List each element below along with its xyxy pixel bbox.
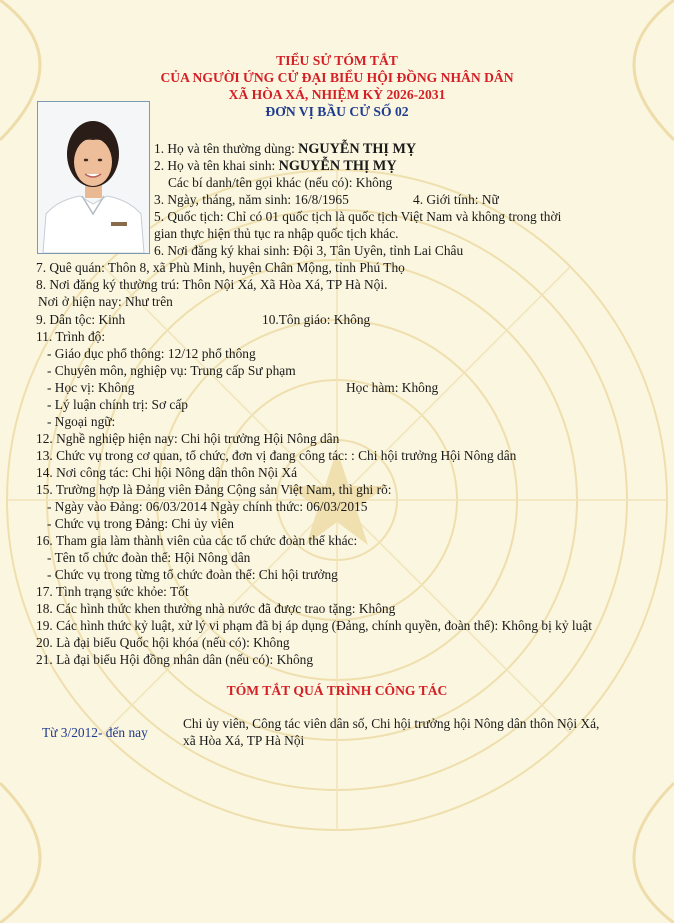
awards: 18. Các hình thức khen thưởng nhà nước đã được trao tặng: Không — [36, 601, 396, 616]
career-section-title: TÓM TẮT QUÁ TRÌNH CÔNG TÁC — [226, 683, 448, 698]
religion: 10.Tôn giáo: Không — [262, 312, 371, 327]
political-theory: - Lý luận chính trị: Sơ cấp — [47, 397, 188, 412]
party-dates: - Ngày vào Đảng: 06/03/2014 Ngày chính thức: 06/03/2015 — [47, 499, 368, 514]
national-assembly: 20. Là đại biểu Quốc hội khóa (nếu có): Không — [36, 635, 290, 650]
foreign-language: - Ngoại ngữ: — [47, 414, 116, 429]
academic-title: Học hàm: Không — [346, 380, 439, 395]
aliases: Các bí danh/tên gọi khác (nếu có): Không — [168, 175, 393, 190]
occupation: 12. Nghề nghiệp hiện nay: Chi hội trưởng Hội Nông dân — [36, 431, 340, 446]
date-of-birth: 3. Ngày, tháng, năm sinh: 16/8/1965 — [154, 192, 349, 207]
birth-name-label: 2. Họ và tên khai sinh: — [154, 158, 279, 173]
position: 13. Chức vụ trong cơ quan, tổ chức, đơn vị đang công tác: : Chi hội trưởng Hội Nông dân — [36, 448, 517, 463]
gender: 4. Giới tính: Nữ — [413, 192, 499, 207]
nationality: 5. Quốc tịch: Chỉ có 01 quốc tịch là quốc tịch Việt Nam và không trong thời — [154, 209, 562, 224]
doc-subtitle: CỦA NGƯỜI ỨNG CỬ ĐẠI BIỂU HỘI ĐỒNG NHÂN DÂN — [160, 70, 514, 85]
party-heading: 15. Trường hợp là Đảng viên Đảng Cộng sản Việt Nam, thì ghi rõ: — [36, 482, 392, 497]
career-description-line2: xã Hòa Xá, TP Hà Nội — [183, 733, 305, 748]
birth-name-row — [154, 157, 397, 175]
nationality-cont: gian thực hiện thủ tục ra nhập quốc tịch khác. — [154, 226, 399, 241]
health-status: 17. Tình trạng sức khỏe: Tốt — [36, 584, 189, 599]
current-residence: Nơi ở hiện nay: Như trên — [38, 294, 173, 309]
career-description-line1: Chi ủy viên, Công tác viên dân số, Chi hội trưởng hội Nông dân thôn Nội Xá, — [183, 716, 600, 731]
candidate-photo — [37, 101, 150, 254]
career-description — [183, 715, 599, 749]
organizations-heading: 16. Tham gia làm thành viên của các tổ chức đoàn thể khác: — [36, 533, 358, 548]
full-name-value: NGUYỄN THỊ MỴ — [298, 141, 417, 157]
hometown: 7. Quê quán: Thôn 8, xã Phù Minh, huyện Chân Mộng, tỉnh Phú Thọ — [36, 260, 405, 275]
birth-registration: 6. Nơi đăng ký khai sinh: Đội 3, Tân Uyên, tỉnh Lai Châu — [154, 243, 464, 258]
party-position: - Chức vụ trong Đảng: Chi ủy viên — [47, 516, 234, 531]
full-name-label: 1. Họ và tên thường dùng: — [154, 141, 299, 156]
academic-degree: - Học vị: Không — [47, 380, 135, 395]
discipline: 19. Các hình thức kỷ luật, xử lý vi phạm đã bị áp dụng (Đảng, chính quyền, đoàn thể): Không bị kỷ luật — [36, 618, 592, 633]
organization-name: - Tên tổ chức đoàn thể: Hội Nông dân — [47, 550, 251, 565]
specialty: - Chuyên môn, nghiệp vụ: Trung cấp Sư phạm — [47, 363, 296, 378]
birth-name-value: NGUYỄN THỊ MỴ — [278, 158, 397, 174]
full-name-row — [154, 140, 416, 158]
general-education: - Giáo dục phổ thông: 12/12 phổ thông — [47, 346, 256, 361]
doc-title: TIỂU SỬ TÓM TẮT — [276, 53, 398, 68]
doc-term: XÃ HÒA XÁ, NHIỆM KỲ 2026-2031 — [228, 87, 446, 102]
workplace: 14. Nơi công tác: Chi hội Nông dân thôn Nội Xá — [36, 465, 298, 480]
education-heading: 11. Trình độ: — [36, 329, 106, 344]
peoples-council: 21. Là đại biểu Hội đồng nhân dân (nếu có): Không — [36, 652, 314, 667]
organization-position: - Chức vụ trong từng tổ chức đoàn thể: Chi hội trưởng — [47, 567, 338, 582]
career-period: Từ 3/2012- đến nay — [42, 725, 148, 740]
ethnicity: 9. Dân tộc: Kinh — [36, 312, 126, 327]
electoral-unit: ĐƠN VỊ BẦU CỬ SỐ 02 — [265, 104, 409, 119]
permanent-residence: 8. Nơi đăng ký thường trú: Thôn Nội Xá, Xã Hòa Xá, TP Hà Nội. — [36, 277, 388, 292]
